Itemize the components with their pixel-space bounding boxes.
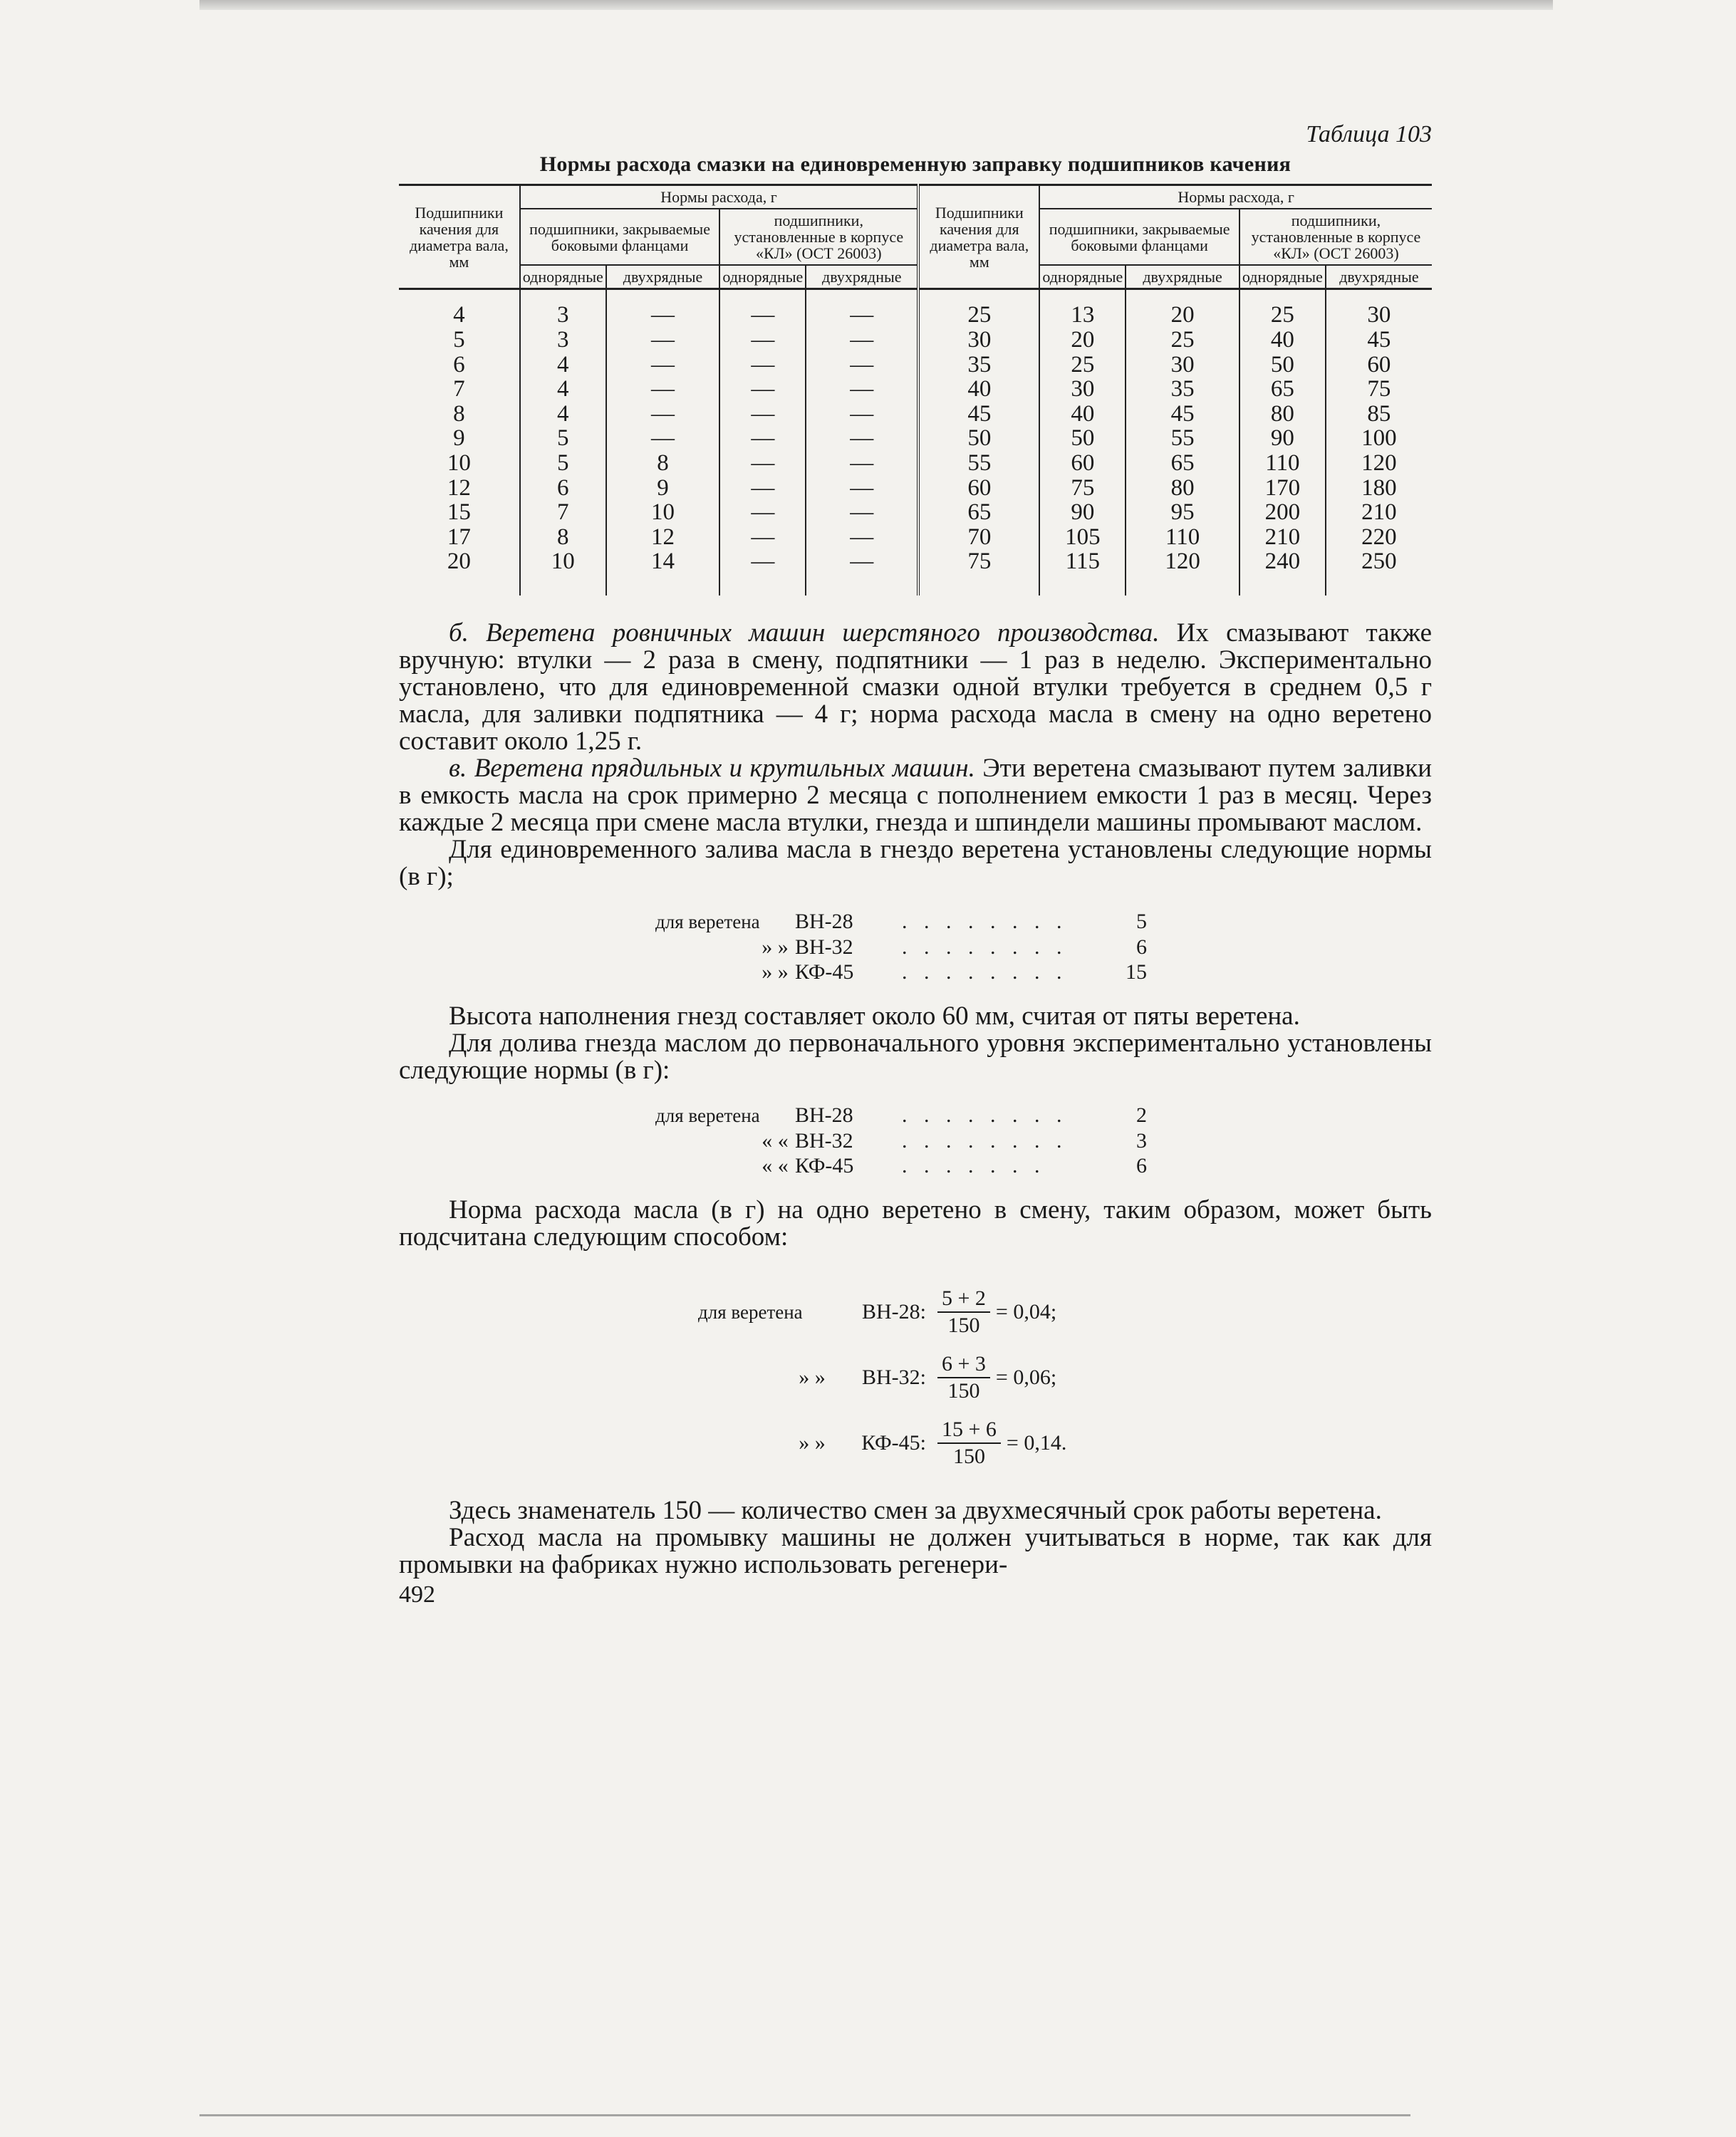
table-cell: 9	[657, 474, 669, 501]
table-cell: —	[751, 351, 775, 378]
spindle-code: ВН-28	[795, 1103, 853, 1127]
table-cell: 110	[1265, 450, 1300, 477]
book-page	[399, 121, 1432, 1608]
table-cell: 3	[557, 302, 569, 328]
table-cell: 13	[1071, 302, 1095, 328]
table-body-row	[399, 289, 1432, 596]
col-diameter-right	[918, 289, 1039, 596]
leader-dots: . . . . . . . .	[902, 910, 1068, 933]
table-title: Нормы расхода смазки на единовременную заправку подшипников качения	[539, 152, 1291, 176]
consumption-formulas	[698, 1279, 1432, 1476]
table-cell: —	[850, 524, 874, 550]
formula-result: = 0,04;	[995, 1300, 1057, 1324]
header-single: однорядные	[719, 265, 806, 289]
table-cell: —	[651, 376, 675, 402]
table-cell: 10	[551, 548, 575, 575]
fraction-denominator: 150	[947, 1379, 980, 1403]
scan-shadow-top	[199, 0, 1553, 10]
table-cell: 55	[967, 450, 992, 477]
header-single: однорядные	[1039, 265, 1126, 289]
paragraph-fill-height: Высота наполнения гнезд составляет около 60 мм, считая от пяты веретена.	[449, 1002, 1300, 1031]
table-cell: 5	[453, 327, 465, 353]
table-cell: 40	[1071, 400, 1095, 427]
paragraph-topup-norms: Для долива гнезда маслом до первоначального уровня экспериментально установлены следующие нормы (в г):	[399, 1029, 1432, 1085]
table-cell: 75	[967, 548, 992, 575]
table-cell: —	[751, 327, 775, 353]
norm-list-item	[655, 909, 1147, 935]
table-cell: 210	[1264, 524, 1301, 550]
header-double: двухрядные	[1326, 265, 1432, 289]
col-flange-single-right	[1039, 289, 1126, 596]
table-caption: Таблица 103	[1306, 121, 1432, 147]
fraction-denominator: 150	[952, 1445, 985, 1468]
table-cell: 8	[453, 400, 465, 427]
header-housing-left: подшипники, установленные в корпусе «КЛ» (ОСТ 26003)	[719, 209, 918, 265]
table-cell: —	[850, 376, 874, 402]
table-cell: —	[751, 450, 775, 477]
table-cell: 8	[557, 524, 569, 550]
table-cell: 220	[1361, 524, 1397, 550]
leader-dots: . . . . . . . .	[902, 1129, 1068, 1153]
col-diameter-left	[399, 289, 520, 596]
header-single: однорядные	[520, 265, 606, 289]
norm-value: 6	[1136, 935, 1147, 959]
heading-c: в. Веретена прядильных и крутильных машин.	[449, 754, 975, 783]
table-cell: 4	[557, 351, 569, 378]
table-cell: 20	[1071, 327, 1095, 353]
table-cell: 6	[557, 474, 569, 501]
table-cell: 20	[1170, 302, 1195, 328]
table-cell: 60	[1367, 351, 1391, 378]
table-cell: 55	[1170, 425, 1195, 452]
paragraph-c-body: Эти веретена смазывают путем заливки в емкость масла на срок примерно 2 месяца с пополнением емкости 1 раз в месяц. Через каждые 2 месяца при смене масла втулки, гнезда и шпиндели машины промывают маслом.	[399, 754, 1432, 837]
table-cell: —	[751, 524, 775, 550]
table-cell: 30	[967, 327, 992, 353]
table-cell: 65	[967, 499, 992, 526]
table-cell: —	[751, 499, 775, 526]
table-cell: —	[850, 548, 874, 575]
header-diameter-left: Подшипники качения для диаметра вала, мм	[399, 185, 520, 289]
formula-label: для веретена	[698, 1301, 803, 1323]
norm-ditto-mark: » »	[762, 935, 789, 959]
table-cell: 70	[967, 524, 992, 550]
fraction-denominator: 150	[947, 1314, 980, 1337]
table-cell: 65	[1270, 376, 1294, 402]
fraction-numerator: 6 + 3	[937, 1351, 990, 1378]
table-cell: 45	[1170, 400, 1195, 427]
formula-row	[698, 1410, 1432, 1476]
header-norms-right: Нормы расхода, г	[1039, 185, 1432, 209]
formula-spindle-code: ВН-32:	[862, 1366, 926, 1389]
page-number: 492	[399, 1581, 435, 1608]
table-cell: —	[850, 327, 874, 353]
fraction-numerator: 5 + 2	[937, 1286, 990, 1313]
table-cell: 250	[1361, 548, 1397, 575]
table-cell: 85	[1367, 400, 1391, 427]
table-cell: 210	[1361, 499, 1397, 526]
table-cell: 80	[1270, 400, 1294, 427]
header-flange-left: подшипники, закрываемые боковыми фланцами	[520, 209, 720, 265]
col-housing-double-left	[806, 289, 918, 596]
table-cell: 30	[1170, 351, 1195, 378]
table-cell: 45	[1367, 327, 1391, 353]
col-flange-single-left	[520, 289, 606, 596]
norm-ditto-mark: « «	[762, 1129, 789, 1153]
table-cell: 15	[447, 499, 471, 526]
table-cell: 25	[967, 302, 992, 328]
table-cell: 10	[651, 499, 675, 526]
paragraph-b-body: Их смазывают также вручную: втулки — 2 раза в смену, подпятники — 1 раз в неделю. Экспериментально установлено, что для единовременной смазки одной втулки требуется в среднем 0,5 г масла, для заливки подпятника — 4 г; норма расхода масла в смену на одно веретено составит около 1,25 г.	[399, 618, 1432, 756]
table-cell: —	[651, 351, 675, 378]
table-cell: 30	[1367, 302, 1391, 328]
norm-value: 3	[1136, 1129, 1147, 1153]
table-cell: 35	[967, 351, 992, 378]
spindle-code: ВН-32	[795, 1129, 853, 1153]
formula-result: = 0,06;	[995, 1366, 1057, 1389]
table-cell: 105	[1065, 524, 1101, 550]
leader-dots: . . . . . . . .	[902, 935, 1068, 959]
fill-norms-list	[655, 909, 1147, 984]
table-cell: 12	[447, 474, 471, 501]
spindle-code: ВН-32	[795, 935, 853, 959]
table-cell: 200	[1264, 499, 1301, 526]
fraction	[937, 1417, 1001, 1470]
norm-value: 5	[1136, 910, 1147, 933]
table-cell: 25	[1170, 327, 1195, 353]
table-cell: 20	[447, 548, 471, 575]
leader-dots: . . . . . . .	[902, 1154, 1046, 1177]
table-cell: 17	[447, 524, 471, 550]
table-cell: 100	[1361, 425, 1397, 452]
table-cell: 75	[1071, 474, 1095, 501]
paragraph-washing: Расход масла на промывку машины не должен учитываться в норме, так как для промывки на фабриках нужно использовать регенери-	[399, 1523, 1432, 1579]
table-cell: —	[651, 327, 675, 353]
header-housing-right: подшипники, установленные в корпусе «КЛ» (ОСТ 26003)	[1239, 209, 1432, 265]
table-cell: 45	[967, 400, 992, 427]
table-cell: 30	[1071, 376, 1095, 402]
spindle-code: ВН-28	[795, 910, 853, 933]
table-cell: —	[751, 425, 775, 452]
table-cell: —	[751, 376, 775, 402]
spindle-code: КФ-45	[795, 960, 854, 984]
table-cell: —	[850, 351, 874, 378]
table-cell: 50	[1071, 425, 1095, 452]
fraction	[937, 1351, 990, 1404]
table-cell: 8	[657, 450, 669, 477]
norm-list-item	[655, 935, 1147, 960]
heading-b: б. Веретена ровничных машин шерстяного производства.	[449, 618, 1160, 648]
table-cell: —	[751, 400, 775, 427]
formula-row	[698, 1279, 1432, 1345]
table-cell: 7	[453, 376, 465, 402]
formula-row	[698, 1345, 1432, 1410]
paragraph-b	[399, 620, 1432, 755]
table-cell: —	[751, 548, 775, 575]
table-cell: 180	[1361, 474, 1397, 501]
table-cell: 3	[557, 327, 569, 353]
table-cell: —	[651, 302, 675, 328]
norm-list-item	[655, 1103, 1147, 1128]
table-cell: 50	[967, 425, 992, 452]
table-cell: 60	[967, 474, 992, 501]
table-cell: 14	[651, 548, 675, 575]
table-cell: —	[850, 474, 874, 501]
table-cell: 35	[1170, 376, 1195, 402]
table-cell: —	[651, 425, 675, 452]
header-diameter-right: Подшипники качения для диаметра вала, мм	[918, 185, 1039, 289]
norm-ditto-mark: » »	[762, 960, 789, 984]
table-cell: 4	[453, 302, 465, 328]
paragraph-denominator: Здесь знаменатель 150 — количество смен за двухмесячный срок работы веретена.	[449, 1496, 1382, 1525]
paragraph-c	[399, 755, 1432, 836]
formula-spindle-code: ВН-28:	[862, 1300, 926, 1324]
norm-list-item	[655, 1128, 1147, 1153]
topup-norms-list	[655, 1103, 1147, 1178]
table-cell: 6	[453, 351, 465, 378]
table-cell: 240	[1264, 548, 1301, 575]
header-double: двухрядные	[806, 265, 918, 289]
spindle-code: КФ-45	[795, 1154, 854, 1177]
scan-shadow-bottom	[199, 2114, 1410, 2116]
formula-ditto-mark: » »	[799, 1366, 826, 1389]
col-housing-single-left	[719, 289, 806, 596]
table-cell: 60	[1071, 450, 1095, 477]
table-cell: —	[651, 400, 675, 427]
col-housing-single-right	[1239, 289, 1326, 596]
norm-list-item	[655, 1153, 1147, 1178]
table-cell: 5	[557, 425, 569, 452]
table-cell: 90	[1270, 425, 1294, 452]
paragraph-fill-norms: Для единовременного залива масла в гнездо веретена установлены следующие нормы (в г);	[399, 835, 1432, 891]
table-cell: 120	[1165, 548, 1200, 575]
norm-ditto-mark: « «	[762, 1154, 789, 1177]
table-cell: 115	[1065, 548, 1100, 575]
table-cell: 80	[1170, 474, 1195, 501]
table-cell: 170	[1264, 474, 1301, 501]
table-cell: —	[850, 400, 874, 427]
header-double: двухрядные	[1126, 265, 1239, 289]
table-cell: 9	[453, 425, 465, 452]
table-cell: 25	[1270, 302, 1294, 328]
norm-list-item	[655, 960, 1147, 984]
header-double: двухрядные	[606, 265, 720, 289]
fraction-numerator: 15 + 6	[937, 1417, 1001, 1444]
col-flange-double-left	[606, 289, 720, 596]
table-cell: 95	[1170, 499, 1195, 526]
norm-value: 15	[1126, 960, 1147, 984]
header-single: однорядные	[1239, 265, 1326, 289]
paragraph-consumption: Норма расхода масла (в г) на одно веретено в смену, таким образом, может быть подсчитана следующим способом:	[399, 1195, 1432, 1252]
table-cell: 120	[1361, 450, 1397, 477]
norm-label: для веретена	[655, 1105, 760, 1126]
table-cell: 110	[1165, 524, 1200, 550]
table-cell: 12	[651, 524, 675, 550]
table-cell: 90	[1071, 499, 1095, 526]
formula-ditto-mark: » »	[799, 1431, 826, 1455]
table-cell: —	[850, 450, 874, 477]
table-cell: 75	[1367, 376, 1391, 402]
leader-dots: . . . . . . . .	[902, 960, 1068, 984]
formula-spindle-code: КФ-45:	[861, 1431, 926, 1455]
table-cell: —	[751, 302, 775, 328]
table-cell: 4	[557, 376, 569, 402]
body-text	[399, 620, 1432, 890]
table-cell: 5	[557, 450, 569, 477]
leader-dots: . . . . . . . .	[902, 1103, 1068, 1127]
table-cell: —	[850, 425, 874, 452]
table-cell: —	[751, 474, 775, 501]
table-cell: 25	[1071, 351, 1095, 378]
fraction	[937, 1286, 990, 1338]
table-cell: —	[850, 499, 874, 526]
table-cell: 65	[1170, 450, 1195, 477]
col-housing-double-right	[1326, 289, 1432, 596]
table-cell: 7	[557, 499, 569, 526]
table-cell: —	[850, 302, 874, 328]
table-cell: 40	[967, 376, 992, 402]
table-cell: 4	[557, 400, 569, 427]
norm-value: 6	[1136, 1154, 1147, 1177]
formula-result: = 0,14.	[1006, 1431, 1067, 1455]
table-cell: 10	[447, 450, 471, 477]
grease-norms-table	[399, 184, 1432, 596]
table-cell: 50	[1270, 351, 1294, 378]
header-flange-right: подшипники, закрываемые боковыми фланцами	[1039, 209, 1239, 265]
header-norms-left: Нормы расхода, г	[520, 185, 919, 209]
norm-label: для веретена	[655, 911, 760, 932]
norm-value: 2	[1136, 1103, 1147, 1127]
col-flange-double-right	[1126, 289, 1239, 596]
table-cell: 40	[1270, 327, 1294, 353]
